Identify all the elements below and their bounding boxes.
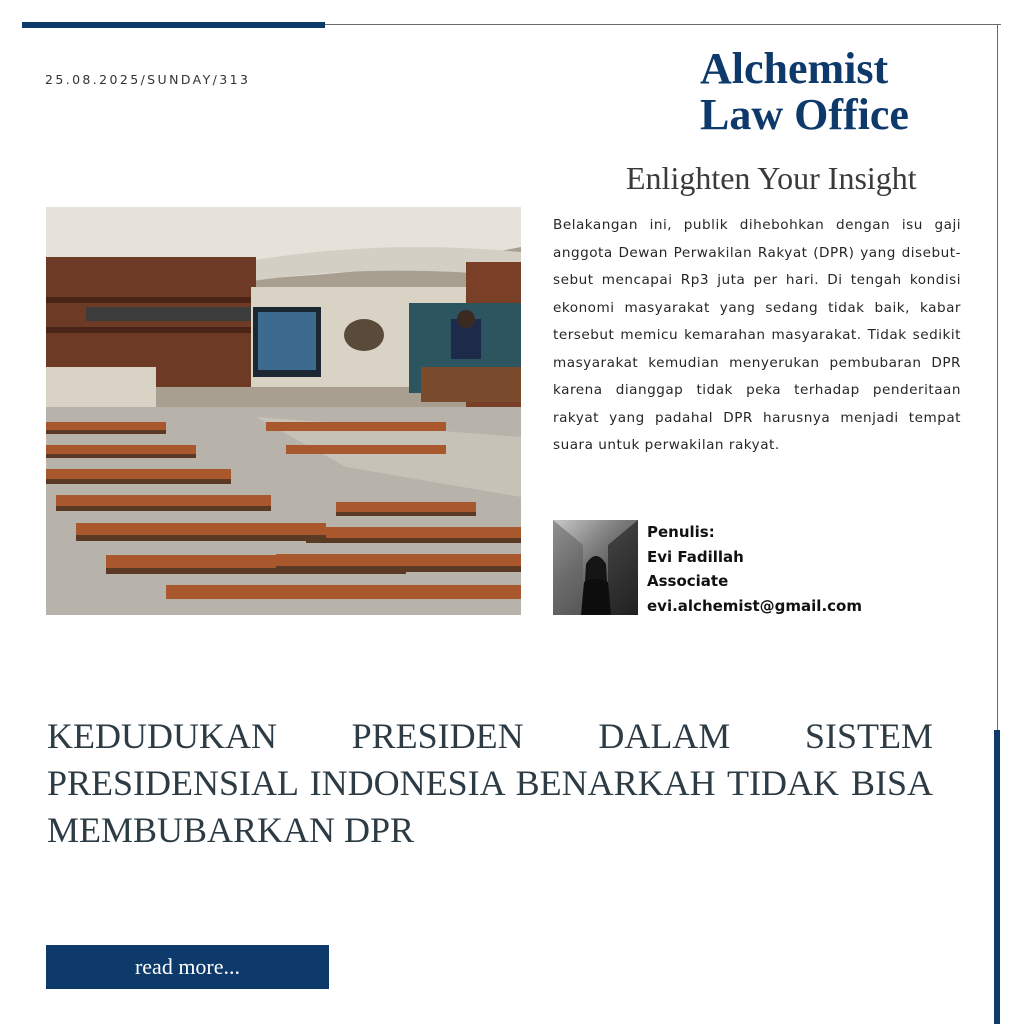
- author-portrait: [553, 520, 638, 615]
- article-summary: Belakangan ini, publik dihebohkan dengan isu gaji anggota Dewan Perwakilan Rakyat (DPR) yang disebut-sebut mencapai Rp3 juta per hari. Di tengah kondisi ekonomi masyarakat yang sedang tidak baik, kabar tersebut memicu kemarahan masyarakat. Tidak sedikit masyarakat kemudian menyerukan pembubaran DPR karena dianggap tidak peka terhadap penderitaan rakyat yang padahal DPR harusnya menjadi tempat suara untuk perwakilan rakyat.: [553, 217, 961, 453]
- parliament-illustration: [46, 207, 521, 615]
- right-accent-bar: [994, 730, 1000, 1024]
- brand-line-2: Law Office: [700, 90, 909, 139]
- brand-title: [700, 46, 980, 138]
- top-border-line: [325, 24, 1001, 25]
- author-photo: [553, 520, 638, 615]
- date-line: 25.08.2025/SUNDAY/313: [45, 72, 251, 87]
- read-more-button[interactable]: read more...: [46, 945, 329, 989]
- author-info: [647, 520, 862, 618]
- brand-line-1: Alchemist: [700, 44, 889, 93]
- tagline: Enlighten Your Insight: [626, 160, 917, 196]
- parliament-photo: [46, 207, 521, 615]
- author-label: Penulis:: [647, 523, 715, 541]
- right-border-line: [997, 24, 998, 730]
- author-email[interactable]: evi.alchemist@gmail.com: [647, 596, 862, 615]
- article-headline: KEDUDUKAN PRESIDEN DALAM SISTEM PRESIDENSIAL INDONESIA BENARKAH TIDAK BISA MEMBUBARKAN DPR: [47, 716, 933, 850]
- top-accent-bar: [22, 22, 325, 28]
- author-name: Evi Fadillah: [647, 547, 744, 566]
- author-role: Associate: [647, 572, 729, 590]
